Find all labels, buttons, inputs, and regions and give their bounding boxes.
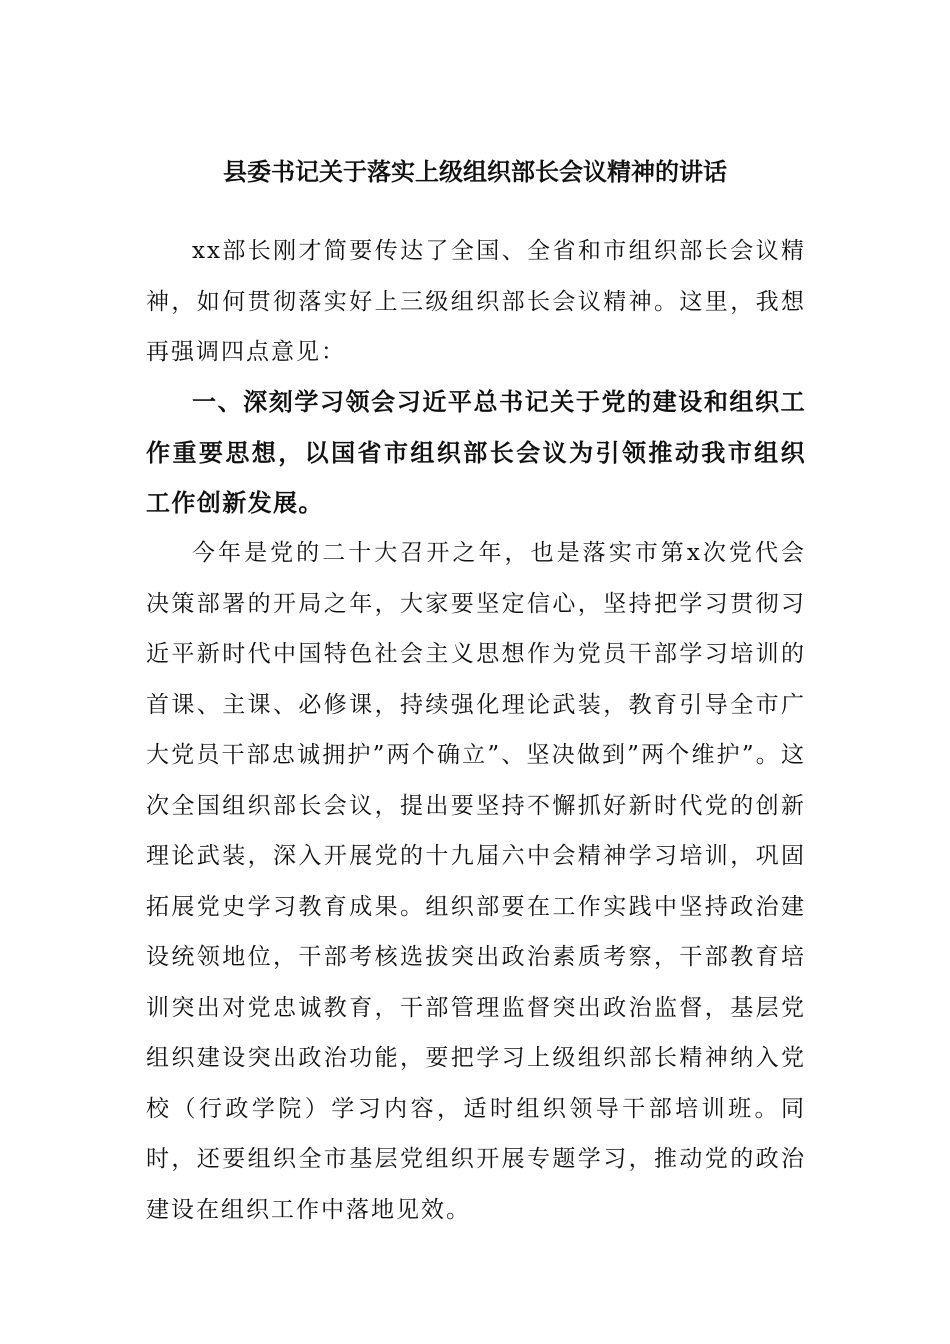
intro-paragraph: xx部长刚才简要传达了全国、全省和市组织部长会议精神，如何贯彻落实好上三级组织部长会议精神。这里，我想再强调四点意见： — [146, 238, 806, 365]
document-title: 县委书记关于落实上级组织部长会议精神的讲话 — [223, 158, 727, 186]
section-heading-1: 一、深刻学习领会习近平总书记关于党的建设和组织工作重要思想，以国省市组织部长会议为引领推动我市组织工作创新发展。 — [146, 388, 806, 517]
section-1-paragraph: 今年是党的二十大召开之年，也是落实市第x次党代会决策部署的开局之年，大家要坚定信心，坚持把学习贯彻习近平新时代中国特色社会主义思想作为党员干部学习培训的首课、主课、必修课，持续强化理论武装，教育引导全市广大党员干部忠诚拥护”两个确立”、坚决做到”两个维护”。这次全国组织部长会议，提出要坚持不懈抓好新时代党的创新理论武装，深入开展党的十九届六中会精神学习培训，巩固拓展党史学习教育成果。组织部要在工作实践中坚持政治建设统领地位，干部考核选拔突出政治素质考察，干部教育培训突出对党忠诚教育，干部管理监督突出政治监督，基层党组织建设突出政治功能，要把学习上级组织部长精神纳入党校（行政学院）学习内容，适时组织领导干部培训班。同时，还要组织全市基层党组织开展专题学习，推动党的政治建设在组织工作中落地见效。 — [146, 540, 806, 1223]
